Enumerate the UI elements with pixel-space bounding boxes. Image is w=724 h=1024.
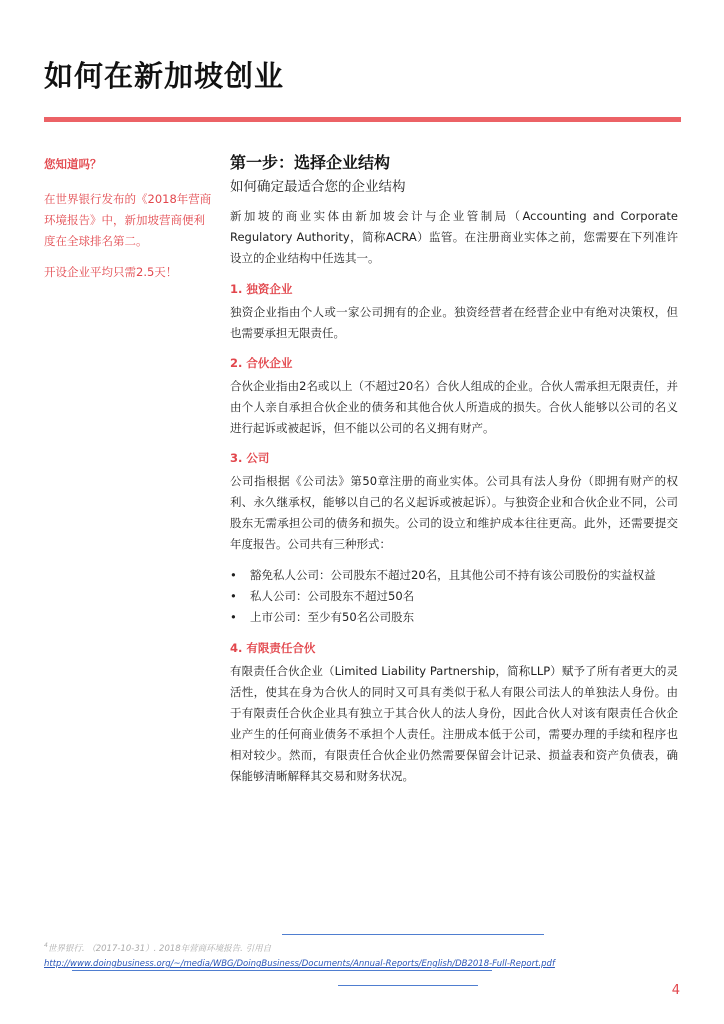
footnote: [44, 938, 564, 972]
bullet-icon: •: [230, 610, 237, 624]
footnote-link[interactable]: http://www.doingbusiness.org/~/media/WBG/DoingBusiness/Documents/Annual-Reports/English/DB2018-Full-Report.pdf: [44, 958, 555, 969]
structure-title: 1. 独资企业: [230, 282, 293, 296]
section-heading: 第一步：选择企业结构: [230, 153, 391, 172]
list-item-text: 上市公司：至少有50名公司股东: [250, 610, 415, 624]
section-subtitle: 如何确定最适合您的企业结构: [230, 179, 406, 195]
list-item: [230, 607, 678, 628]
sidebar-fact-days: 开设企业平均只需2.5天！: [44, 265, 178, 279]
intro-paragraph: 新加坡的商业实体由新加坡会计与企业管制局（Accounting and Corporate Regulatory Authority，简称ACRA）监管。在注册商业实体之前，您需要在下列准许设立的企业结构中任选其一。: [230, 209, 678, 265]
did-you-know-sidebar: [44, 154, 214, 293]
company-forms-list: [230, 565, 678, 628]
bullet-icon: •: [230, 589, 237, 603]
structure-partnership: [230, 353, 678, 439]
structure-body: 合伙企业指由2名或以上（不超过20名）合伙人组成的企业。合伙人需承担无限责任，并由个人亲自承担合伙企业的债务和其他合伙人所造成的损失。合伙人能够以公司的名义进行起诉或被起诉，但不能以公司的名义拥有财产。: [230, 379, 678, 435]
bullet-icon: •: [230, 568, 237, 582]
main-content: [230, 152, 678, 796]
structure-title: 3. 公司: [230, 451, 270, 465]
footnote-rule: [282, 934, 544, 935]
page-number: 4: [671, 983, 680, 998]
structure-company: [230, 448, 678, 628]
structure-body: 有限责任合伙企业（Limited Liability Partnership，简称LLP）赋予了所有者更大的灵活性，使其在身为合伙人的同时又可具有类似于私人有限公司法人的单独法人身份。由于有限责任合伙企业具有独立于其合伙人的法人身份，因此合伙人对该有限责任合伙企业产生的任何商业债务不承担个人责任。注册成本低于公司，需要办理的手续和程序也相对较少。然而，有限责任合伙企业仍然需要保留会计记录、损益表和资产负债表，确保能够清晰解释其交易和财务状况。: [230, 664, 678, 783]
structure-title: 4. 有限责任合伙: [230, 641, 316, 655]
page-title: 如何在新加坡创业: [44, 59, 285, 93]
list-item-text: 私人公司：公司股东不超过50名: [250, 589, 415, 603]
list-item: [230, 586, 678, 607]
sidebar-heading: 您知道吗？: [44, 157, 102, 171]
footnote-rule: [338, 985, 478, 986]
footnote-rule: [72, 970, 492, 971]
structure-body: 独资企业指由个人或一家公司拥有的企业。独资经营者在经营企业中有绝对决策权，但也需要承担无限责任。: [230, 305, 678, 340]
sidebar-fact-ranking: 在世界银行发布的《2018年营商环境报告》中，新加坡营商便利度在全球排名第二。: [44, 192, 212, 248]
footnote-text: 世界银行. （2017-10-31）. 2018年营商环境报告. 引用自: [47, 943, 272, 954]
structure-llp: [230, 638, 678, 787]
footnote-marker: 4: [44, 942, 48, 949]
title-divider: [44, 117, 681, 122]
structure-title: 2. 合伙企业: [230, 356, 293, 370]
list-item-text: 豁免私人公司：公司股东不超过20名，且其他公司不持有该公司股份的实益权益: [250, 568, 656, 582]
structure-body: 公司指根据《公司法》第50章注册的商业实体。公司具有法人身份（即拥有财产的权利、永久继承权，能够以自己的名义起诉或被起诉）。与独资企业和合伙企业不同，公司股东无需承担公司的债务和损失。公司的设立和维护成本往往更高。此外，还需要提交年度报告。公司共有三种形式：: [230, 474, 678, 551]
structure-sole-proprietorship: [230, 279, 678, 344]
list-item: [230, 565, 678, 586]
